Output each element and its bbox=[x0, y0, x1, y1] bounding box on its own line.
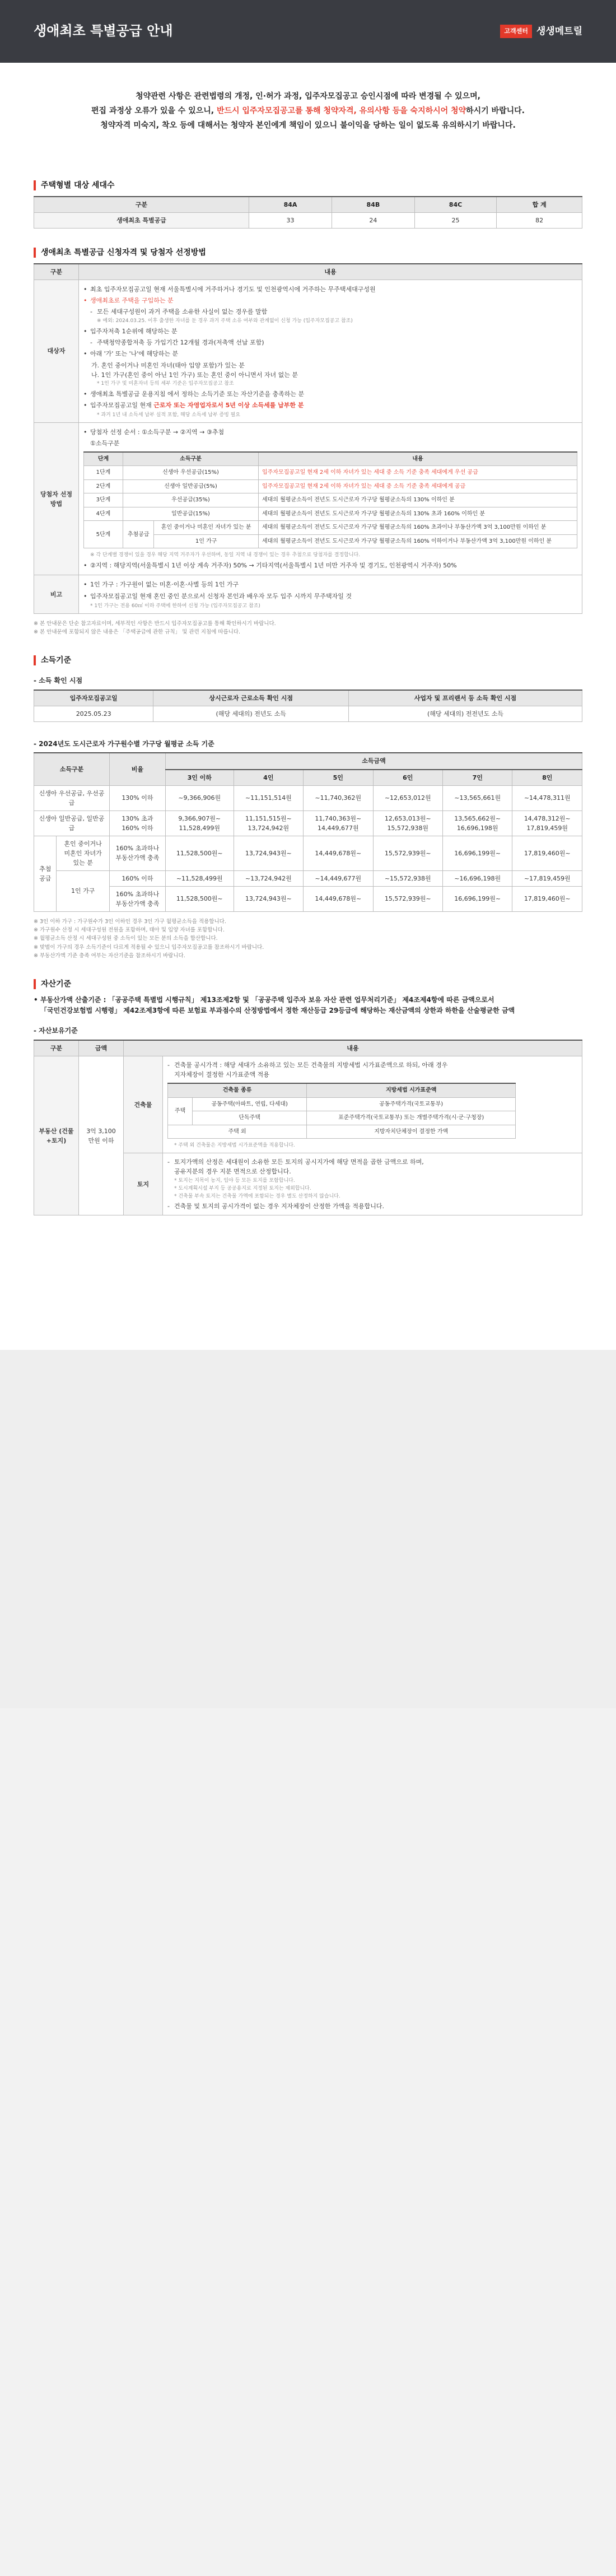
income-value: 14,478,312원~ 17,819,459원 bbox=[512, 810, 582, 836]
asset-header: 금액 bbox=[79, 1040, 124, 1056]
building-text-1: 건축물 공시가격 : 해당 세대가 소유하고 있는 모든 건축물의 지방세법 시가표준액으로 하되, 아래 경우 bbox=[174, 1061, 448, 1069]
inner-type: 공동주택(아파트, 연립, 다세대) bbox=[193, 1097, 307, 1111]
table-row bbox=[34, 1056, 582, 1153]
target-note-2: * 1인 가구 및 미혼자녀 등의 세부 기준은 입주자모집공고 참조 bbox=[97, 380, 234, 386]
table-row bbox=[34, 212, 582, 228]
income-value: ~13,565,661원 bbox=[442, 785, 512, 810]
income-value: ~12,653,012원 bbox=[373, 785, 442, 810]
target-content bbox=[79, 280, 582, 423]
asset-sub-text: 자산보유기준 bbox=[39, 1027, 78, 1035]
method-lottery-a: 혼인 중이거나 미혼인 자녀가 있는 분 bbox=[154, 521, 259, 535]
income-value: ~14,478,311원 bbox=[512, 785, 582, 810]
income-value: 17,819,460원~ bbox=[512, 836, 582, 870]
supply-header-1: 84A bbox=[249, 197, 332, 213]
income-subgroup: 1인 가구 bbox=[57, 870, 109, 911]
list-item bbox=[167, 1060, 577, 1079]
income-header-2: 소득금액 bbox=[165, 753, 582, 769]
list-item: • 생애최초 특별공급 운용지침 에서 정하는 소득기준 또는 자산기준을 충족하는 분 bbox=[83, 389, 577, 399]
target-list-3 bbox=[83, 349, 577, 358]
building-label: 건축물 bbox=[124, 1056, 163, 1153]
income-value: ~15,572,938원 bbox=[373, 870, 442, 886]
method-content-cell: 세대의 월평균소득이 전년도 도시근로자 가구당 월평균소득의 130% 이하인 분 bbox=[258, 493, 577, 507]
supply-value: 33 bbox=[249, 212, 332, 228]
table-row bbox=[34, 422, 582, 575]
asset-kind: 부동산 (건물+토지) bbox=[34, 1056, 79, 1215]
method-header-0: 단계 bbox=[84, 452, 123, 466]
inner-value: 공동주택가격(국토교통부) bbox=[307, 1097, 516, 1111]
qualification-table bbox=[34, 263, 582, 613]
method-header-1: 소득구분 bbox=[123, 452, 259, 466]
target-list-4 bbox=[83, 389, 577, 410]
income-ratio: 160% 이하 bbox=[109, 870, 165, 886]
household-size: 3인 이하 bbox=[165, 770, 234, 786]
inner-type: 주택 외 bbox=[168, 1125, 307, 1139]
method-income: 일반공급(15%) bbox=[123, 507, 259, 521]
asset-intro bbox=[34, 995, 582, 1016]
method-content-cell: 입주자모집공고일 현재 2세 이하 자녀가 있는 세대 중 소득 기준 충족 세대에게 우선 공급 bbox=[258, 466, 577, 480]
intro-line-2 bbox=[45, 104, 571, 119]
inner-type: 단독주택 bbox=[193, 1111, 307, 1125]
target-na: 나. 1인 가구(혼인 중이 아닌 1인 가구) 또는 혼인 중이 아니면서 자녀 없는 분 bbox=[91, 371, 298, 379]
land-note: * 도시계획시설 부지 등 공공용지로 지정된 토지는 제외합니다. bbox=[174, 1186, 311, 1192]
target-item8-highlight: 근로자 또는 자영업자로서 5년 이상 소득세를 납부한 분 bbox=[153, 401, 304, 409]
income-check-value: (해당 세대의) 전전년도 소득 bbox=[348, 706, 582, 721]
target-list bbox=[83, 285, 577, 305]
method-content-cell: 세대의 월평균소득이 전년도 도시근로자 가구당 월평균소득의 130% 초과 160% 이하인 분 bbox=[258, 507, 577, 521]
table-row bbox=[168, 1097, 516, 1111]
list-item bbox=[83, 400, 577, 410]
etc-note: * 1인 가구는 전용 60㎡ 이하 주택에 한하여 신청 가능 (입주자모집공고 참조) bbox=[90, 603, 260, 609]
asset-section-title: 자산기준 bbox=[34, 979, 582, 989]
method-income: 신생아 우선공급(15%) bbox=[123, 466, 259, 480]
income-group: 신생아 우선공급, 우선공급 bbox=[34, 785, 110, 810]
building-note: * 주택 외 건축물은 지방세법 시가표준액을 적용합니다. bbox=[174, 1143, 295, 1149]
income-value: 14,449,678원~ bbox=[304, 836, 373, 870]
brand-logo[interactable]: 생생메트릴 bbox=[536, 25, 582, 37]
inner-group: 주택 bbox=[168, 1097, 193, 1125]
method-label: 당첨자 선정방법 bbox=[34, 422, 79, 575]
supply-header-4: 합 계 bbox=[497, 197, 582, 213]
list-item: • 1인 가구 : 가구원이 없는 미혼·이혼·사별 등의 1인 가구 bbox=[83, 580, 577, 589]
table-row bbox=[84, 466, 577, 480]
income-ratio: 160% 초과하나 부동산가액 충족 bbox=[109, 886, 165, 911]
table-row bbox=[34, 886, 582, 911]
table-row bbox=[84, 521, 577, 535]
income-value: ~11,740,362원 bbox=[304, 785, 373, 810]
method-header-2: 내용 bbox=[258, 452, 577, 466]
supply-header-3: 84C bbox=[414, 197, 497, 213]
building-inner-table bbox=[167, 1083, 516, 1139]
method-note: ※ 각 단계별 경쟁이 있을 경우 해당 지역 거주자가 우선하며, 동일 지역 내 경쟁이 있는 경우 추첨으로 당첨자를 결정합니다. bbox=[90, 552, 361, 558]
income-value: 11,740,363원~ 14,449,677원 bbox=[304, 810, 373, 836]
asset-header: 내용 bbox=[124, 1040, 582, 1056]
method-content-cell: 세대의 월평균소득이 전년도 도시근로자 가구당 월평균소득의 160% 이하이거나 부동산가액 3억 3,100만원 이하인 분 bbox=[258, 534, 577, 548]
method-income-label: ①소득구분 bbox=[90, 439, 120, 447]
qual-header-0: 구분 bbox=[34, 264, 79, 280]
income-value: 15,572,939원~ bbox=[373, 886, 442, 911]
asset-line-2: 「국민건강보험법 시행령」 제42조제3항에 따른 보험료 부과점수의 산정방법에서 정한 재산등급 29등급에 해당하는 재산금액의 상한과 하한을 산술평균한 금액 bbox=[40, 1006, 515, 1014]
list-item bbox=[34, 995, 582, 1016]
income-table-caption: - 2024년도 도시근로자 가구원수별 가구당 월평균 소득 기준 bbox=[34, 739, 214, 748]
table-row bbox=[84, 534, 577, 548]
building-text-2: 지자체장이 결정한 시가표준액 적용 bbox=[174, 1071, 269, 1079]
table-row bbox=[34, 836, 582, 870]
footnote: ※ 부동산가액 기준 충족 여부는 자산기준을 참조하시기 바랍니다. bbox=[34, 952, 185, 959]
list-item: • 입주자저축 1순위에 해당하는 분 bbox=[83, 327, 577, 336]
intro-line-2c: 하시기 바랍니다. bbox=[466, 106, 525, 115]
list-item: • 아래 '가' 또는 '나'에 해당하는 분 bbox=[83, 349, 577, 358]
income-value: ~11,528,499원 bbox=[165, 870, 234, 886]
land-content bbox=[163, 1153, 582, 1215]
income-section-title: 소득기준 bbox=[34, 655, 582, 665]
etc-content bbox=[79, 575, 582, 613]
land-text-2: 공유지분의 경우 지분 면적으로 산정합니다. bbox=[174, 1168, 291, 1176]
income-table bbox=[34, 752, 582, 912]
footer-area bbox=[0, 1350, 616, 1708]
main-content bbox=[0, 145, 616, 1350]
income-check-text: 소득 확인 시점 bbox=[39, 677, 83, 685]
household-size: 7인 bbox=[442, 770, 512, 786]
household-size: 5인 bbox=[304, 770, 373, 786]
qual-header-1: 내용 bbox=[79, 264, 582, 280]
etc-list bbox=[83, 580, 577, 600]
inner-header: 지방세법 시가표준액 bbox=[307, 1083, 516, 1097]
income-check-table bbox=[34, 690, 582, 722]
asset-line-1: 부동산가액 산출기준 : 「공공주택 특별법 시행규칙」 제13조제2항 및 「공공주택 입주자 보유 자산 관련 업무처리기준」 제4조제4항에 따른 금액으로서 bbox=[40, 996, 494, 1004]
target-note: ※ 예외: 2024.03.25. 이후 출생한 자녀를 둔 경우 과거 주택 소유 여부와 관계없이 신청 가능 (입주자모집공고 참조) bbox=[97, 318, 353, 324]
household-size: 4인 bbox=[234, 770, 303, 786]
land-label: 토지 bbox=[124, 1153, 163, 1215]
table-row bbox=[84, 479, 577, 493]
list-item: • ②지역 : 해당지역(서울특별시 1년 이상 계속 거주자) 50% → 기타지역(서울특별시 1년 미만 거주자 및 경기도, 인천광역시 거주자) 50% bbox=[83, 561, 577, 570]
list-item bbox=[167, 1157, 577, 1176]
income-value: ~16,696,198원 bbox=[442, 870, 512, 886]
inner-header: 건축물 종류 bbox=[168, 1083, 307, 1097]
target-note-3: * 과거 1년 내 소득세 납부 실적 포함, 해당 소득세 납부 증빙 필요 bbox=[97, 412, 241, 418]
intro-line-2a: 편집 과정상 오류가 있을 수 있으니, bbox=[91, 106, 217, 115]
method-step: 1단계 bbox=[84, 466, 123, 480]
supply-section-title: 주택형별 대상 세대수 bbox=[34, 180, 582, 190]
asset-table bbox=[34, 1040, 582, 1215]
land-list bbox=[167, 1157, 577, 1176]
income-value: 16,696,199원~ bbox=[442, 836, 512, 870]
income-check-value: 2025.05.23 bbox=[34, 706, 153, 721]
income-value: 11,528,500원~ bbox=[165, 886, 234, 911]
footnote: ※ 가구원수 산정 시 세대구성원 전원을 포함하며, 태아 및 입양 자녀를 포함합니다. bbox=[34, 927, 225, 934]
income-check-value: (해당 세대의) 전년도 소득 bbox=[153, 706, 349, 721]
method-step: 2단계 bbox=[84, 479, 123, 493]
target-sublist bbox=[83, 307, 577, 316]
target-list-2 bbox=[83, 327, 577, 336]
list-item: - 건축물 및 토지의 공시가격이 없는 경우 지자체장이 산정한 가액을 적용합니다. bbox=[167, 1201, 577, 1211]
supply-header-2: 84B bbox=[332, 197, 415, 213]
table-row bbox=[84, 493, 577, 507]
income-check-header: 사업자 및 프리랜서 등 소득 확인 시점 bbox=[348, 690, 582, 706]
list-item: - 모든 세대구성원이 과거 주택을 소유한 사실이 없는 경우를 말함 bbox=[90, 307, 577, 316]
income-value: 11,528,500원~ bbox=[165, 836, 234, 870]
qualification-section-title: 생애최초 특별공급 신청자격 및 당첨자 선정방법 bbox=[34, 248, 582, 258]
income-value: ~11,151,514원 bbox=[234, 785, 303, 810]
income-header-0: 소득구분 bbox=[34, 753, 110, 785]
household-size: 6인 bbox=[373, 770, 442, 786]
supply-value: 82 bbox=[497, 212, 582, 228]
table-row bbox=[84, 507, 577, 521]
income-value: 13,565,662원~ 16,696,198원 bbox=[442, 810, 512, 836]
inner-value: 지방자치단체장이 결정한 가액 bbox=[307, 1125, 516, 1139]
method-lottery-b: 1인 가구 bbox=[154, 534, 259, 548]
table-row bbox=[34, 785, 582, 810]
qualification-notes bbox=[34, 619, 582, 636]
list-item: • 입주자모집공고일 현재 혼인 중인 분으로서 신청자 본인과 배우자 모두 입주 시까지 무주택자일 것 bbox=[83, 591, 577, 601]
income-value: 13,724,943원~ bbox=[234, 836, 303, 870]
supply-value: 24 bbox=[332, 212, 415, 228]
table-row bbox=[168, 1111, 516, 1125]
supply-value: 25 bbox=[414, 212, 497, 228]
income-check-header: 상시근로자 근로소득 확인 시점 bbox=[153, 690, 349, 706]
income-value: 13,724,943원~ bbox=[234, 886, 303, 911]
table-row bbox=[34, 870, 582, 886]
footnote: ※ 3인 이하 가구 : 가구원수가 3인 이하인 경우 3인 가구 월평균소득을 적용합니다. bbox=[34, 919, 226, 925]
building-content bbox=[163, 1056, 582, 1153]
method-income: 신생아 일반공급(5%) bbox=[123, 479, 259, 493]
income-value: 16,696,199원~ bbox=[442, 886, 512, 911]
income-value: 12,653,013원~ 15,572,938원 bbox=[373, 810, 442, 836]
income-group: 추첨공급 bbox=[34, 836, 57, 911]
footnote: ※ 월평균소득 산정 시 세대구성원 중 소득이 있는 모든 분의 소득을 합산합니다. bbox=[34, 935, 218, 942]
table-row bbox=[168, 1125, 516, 1139]
list-item: • 최초 입주자모집공고일 현재 서울특별시에 거주하거나 경기도 및 인천광역시에 거주하는 무주택세대구성원 bbox=[83, 285, 577, 294]
method-content bbox=[79, 422, 582, 575]
building-list bbox=[167, 1060, 577, 1079]
intro-line-3: 청약자격 미숙지, 착오 등에 대해서는 청약자 본인에게 책임이 있으니 불이익을 당하는 일이 없도록 유의하시기 바랍니다. bbox=[100, 120, 516, 130]
method-list-2 bbox=[83, 561, 577, 570]
income-value: 15,572,939원~ bbox=[373, 836, 442, 870]
supply-row-label: 생애최초 특별공급 bbox=[34, 212, 249, 228]
page-title: 생애최초 특별공급 안내 bbox=[34, 23, 173, 39]
bottom-spacer bbox=[34, 1215, 582, 1327]
income-notes bbox=[34, 917, 582, 960]
target-item8-prefix: 입주자모집공고일 현재 bbox=[90, 401, 154, 409]
income-check-label: - 소득 확인 시점 bbox=[34, 677, 83, 685]
income-caption-text: 2024년도 도시근로자 가구원수별 가구당 월평균 소득 기준 bbox=[39, 739, 214, 748]
income-value: 17,819,460원~ bbox=[512, 886, 582, 911]
table-row bbox=[34, 706, 582, 721]
header-bar bbox=[0, 0, 616, 63]
income-value: ~14,449,677원 bbox=[304, 870, 373, 886]
method-step: 4단계 bbox=[84, 507, 123, 521]
footnote: ※ 본 안내문에 포함되지 않은 내용은 「주택공급에 관한 규칙」 및 관련 지침에 따릅니다. bbox=[34, 628, 241, 635]
footnote: ※ 본 안내문은 단순 참고자료이며, 세부적인 사항은 반드시 입주자모집공고를 통해 확인하시기 바랍니다. bbox=[34, 620, 276, 627]
land-note: * 건축물 부속 토지는 건축물 가액에 포함되는 경우 별도 산정하지 않습니다. bbox=[174, 1194, 340, 1200]
footnote: ※ 맞벌이 가구의 경우 소득기준이 다르게 적용될 수 있으니 입주자모집공고를 참조하시기 바랍니다. bbox=[34, 944, 264, 951]
land-text-1: 토지가액의 산정은 세대원이 소유한 모든 토지의 공시지가에 해당 면적을 곱한 금액으로 하며, bbox=[174, 1158, 424, 1166]
target-ga: 가. 혼인 중이거나 미혼인 자녀(태아 입양 포함)가 있는 분 bbox=[91, 361, 245, 369]
income-ratio: 130% 이하 bbox=[109, 785, 165, 810]
income-check-header: 입주자모집공고일 bbox=[34, 690, 153, 706]
intro-line-2-highlight: 반드시 입주자모집공고를 통해 청약자격, 유의사항 등을 숙지하시어 청약 bbox=[216, 106, 466, 115]
asset-sub-label: - 자산보유기준 bbox=[34, 1027, 78, 1035]
table-row bbox=[34, 810, 582, 836]
income-header-1: 비율 bbox=[109, 753, 165, 785]
customer-center-badge[interactable]: 고객센터 bbox=[500, 25, 532, 38]
method-list bbox=[83, 427, 577, 437]
income-ratio: 130% 초과 160% 이하 bbox=[109, 810, 165, 836]
method-income: 우선공급(35%) bbox=[123, 493, 259, 507]
income-value: ~13,724,942원 bbox=[234, 870, 303, 886]
income-value: 14,449,678원~ bbox=[304, 886, 373, 911]
asset-header: 구분 bbox=[34, 1040, 79, 1056]
list-item: - 주택청약종합저축 등 가입기간 12개월 경과(저축액 선납 포함) bbox=[90, 338, 577, 347]
etc-label: 비고 bbox=[34, 575, 79, 613]
method-table bbox=[83, 451, 577, 549]
method-income: 추첨공급 bbox=[123, 521, 154, 548]
land-list-2 bbox=[167, 1201, 577, 1211]
method-step: 3단계 bbox=[84, 493, 123, 507]
income-value: 9,366,907원~ 11,528,499원 bbox=[165, 810, 234, 836]
target-sublist-2 bbox=[83, 338, 577, 347]
household-size: 8인 bbox=[512, 770, 582, 786]
asset-amount: 3억 3,100만원 이하 bbox=[79, 1056, 124, 1215]
method-content-cell: 세대의 월평균소득이 전년도 도시근로자 가구당 월평균소득의 160% 초과이나 부동산가액 3억 3,100만원 이하인 분 bbox=[258, 521, 577, 535]
list-item: • 생애최초로 주택을 구입하는 분 bbox=[83, 296, 577, 305]
income-group: 신생아 일반공급, 일반공급 bbox=[34, 810, 110, 836]
land-note: * 토지는 지목이 농지, 임야 등 모든 토지를 포함합니다. bbox=[174, 1178, 295, 1184]
method-step: 5단계 bbox=[84, 521, 123, 548]
income-value: ~17,819,459원 bbox=[512, 870, 582, 886]
inner-value: 표준주택가격(국토교통부) 또는 개별주택가격(시·군·구청장) bbox=[307, 1111, 516, 1125]
supply-header-0: 구분 bbox=[34, 197, 249, 213]
income-value: 11,151,515원~ 13,724,942원 bbox=[234, 810, 303, 836]
list-item: • 당첨자 선정 순서 : ①소득구분 → ②지역 → ③추첨 bbox=[83, 427, 577, 437]
income-value: ~9,366,906원 bbox=[165, 785, 234, 810]
target-label: 대상자 bbox=[34, 280, 79, 423]
table-row bbox=[34, 575, 582, 613]
supply-table bbox=[34, 196, 582, 229]
income-ratio: 160% 초과하나 부동산가액 충족 bbox=[109, 836, 165, 870]
intro-line-1: 청약관련 사항은 관련법령의 개정, 인·허가 과정, 입주자모집공고 승인시점에 따라 변경될 수 있으며, bbox=[136, 92, 480, 101]
intro-notice bbox=[0, 63, 616, 145]
table-row bbox=[34, 280, 582, 423]
income-subgroup: 혼인 중이거나 미혼인 자녀가 있는 분 bbox=[57, 836, 109, 870]
method-content-cell: 입주자모집공고일 현재 2세 이하 자녀가 있는 세대 중 소득 기준 충족 세대에게 공급 bbox=[258, 479, 577, 493]
